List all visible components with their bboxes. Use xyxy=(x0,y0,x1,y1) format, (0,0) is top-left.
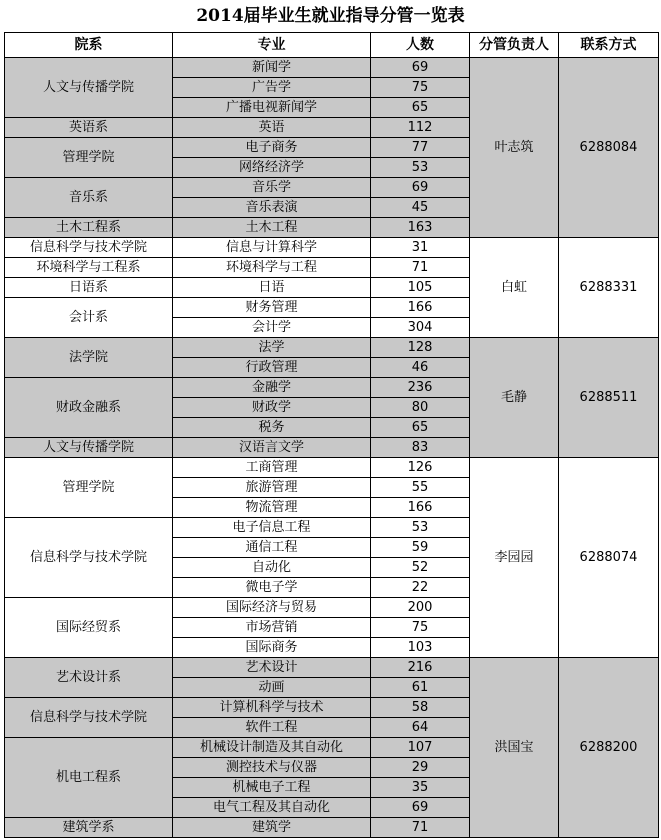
department-cell: 建筑学系 xyxy=(5,818,173,838)
department-cell: 英语系 xyxy=(5,118,173,138)
department-cell: 艺术设计系 xyxy=(5,658,173,698)
department-cell: 国际经贸系 xyxy=(5,598,173,658)
department-cell: 会计系 xyxy=(5,298,173,338)
count-cell: 304 xyxy=(371,318,470,338)
count-cell: 31 xyxy=(371,238,470,258)
major-cell: 通信工程 xyxy=(173,538,371,558)
count-cell: 75 xyxy=(371,78,470,98)
count-cell: 71 xyxy=(371,258,470,278)
assignment-table xyxy=(4,32,659,838)
table-row xyxy=(5,658,659,678)
major-cell: 音乐表演 xyxy=(173,198,371,218)
count-cell: 105 xyxy=(371,278,470,298)
count-cell: 163 xyxy=(371,218,470,238)
phone-cell: 6288084 xyxy=(559,58,659,238)
count-cell: 55 xyxy=(371,478,470,498)
major-cell: 广播电视新闻学 xyxy=(173,98,371,118)
major-cell: 土木工程 xyxy=(173,218,371,238)
header-phone: 联系方式 xyxy=(559,33,659,58)
major-cell: 汉语言文学 xyxy=(173,438,371,458)
count-cell: 83 xyxy=(371,438,470,458)
major-cell: 电子商务 xyxy=(173,138,371,158)
major-cell: 计算机科学与技术 xyxy=(173,698,371,718)
major-cell: 新闻学 xyxy=(173,58,371,78)
major-cell: 自动化 xyxy=(173,558,371,578)
major-cell: 电子信息工程 xyxy=(173,518,371,538)
department-cell: 信息科学与技术学院 xyxy=(5,698,173,738)
page-title: 2014届毕业生就业指导分管一览表 xyxy=(196,6,465,26)
major-cell: 日语 xyxy=(173,278,371,298)
department-cell: 环境科学与工程系 xyxy=(5,258,173,278)
count-cell: 58 xyxy=(371,698,470,718)
count-cell: 77 xyxy=(371,138,470,158)
major-cell: 英语 xyxy=(173,118,371,138)
count-cell: 112 xyxy=(371,118,470,138)
major-cell: 市场营销 xyxy=(173,618,371,638)
department-cell: 管理学院 xyxy=(5,458,173,518)
count-cell: 80 xyxy=(371,398,470,418)
major-cell: 税务 xyxy=(173,418,371,438)
department-cell: 人文与传播学院 xyxy=(5,58,173,118)
major-cell: 旅游管理 xyxy=(173,478,371,498)
major-cell: 艺术设计 xyxy=(173,658,371,678)
major-cell: 金融学 xyxy=(173,378,371,398)
count-cell: 166 xyxy=(371,298,470,318)
count-cell: 61 xyxy=(371,678,470,698)
major-cell: 动画 xyxy=(173,678,371,698)
table-body xyxy=(5,58,659,838)
major-cell: 音乐学 xyxy=(173,178,371,198)
count-cell: 71 xyxy=(371,818,470,838)
department-cell: 日语系 xyxy=(5,278,173,298)
department-cell: 管理学院 xyxy=(5,138,173,178)
phone-cell: 6288074 xyxy=(559,458,659,658)
department-cell: 财政金融系 xyxy=(5,378,173,438)
major-cell: 环境科学与工程 xyxy=(173,258,371,278)
count-cell: 45 xyxy=(371,198,470,218)
count-cell: 65 xyxy=(371,418,470,438)
department-cell: 信息科学与技术学院 xyxy=(5,238,173,258)
count-cell: 52 xyxy=(371,558,470,578)
count-cell: 69 xyxy=(371,798,470,818)
table-row xyxy=(5,58,659,78)
count-cell: 216 xyxy=(371,658,470,678)
major-cell: 测控技术与仪器 xyxy=(173,758,371,778)
phone-cell: 6288511 xyxy=(559,338,659,458)
manager-cell: 叶志筑 xyxy=(470,58,559,238)
count-cell: 103 xyxy=(371,638,470,658)
department-cell: 机电工程系 xyxy=(5,738,173,818)
major-cell: 财务管理 xyxy=(173,298,371,318)
major-cell: 财政学 xyxy=(173,398,371,418)
major-cell: 国际经济与贸易 xyxy=(173,598,371,618)
table-row xyxy=(5,338,659,358)
header-major: 专业 xyxy=(173,33,371,58)
header-manager: 分管负责人 xyxy=(470,33,559,58)
count-cell: 35 xyxy=(371,778,470,798)
major-cell: 广告学 xyxy=(173,78,371,98)
major-cell: 信息与计算科学 xyxy=(173,238,371,258)
phone-cell: 6288331 xyxy=(559,238,659,338)
header-department: 院系 xyxy=(5,33,173,58)
count-cell: 29 xyxy=(371,758,470,778)
department-cell: 音乐系 xyxy=(5,178,173,218)
count-cell: 126 xyxy=(371,458,470,478)
department-cell: 人文与传播学院 xyxy=(5,438,173,458)
count-cell: 46 xyxy=(371,358,470,378)
major-cell: 行政管理 xyxy=(173,358,371,378)
major-cell: 机械设计制造及其自动化 xyxy=(173,738,371,758)
count-cell: 166 xyxy=(371,498,470,518)
major-cell: 工商管理 xyxy=(173,458,371,478)
major-cell: 物流管理 xyxy=(173,498,371,518)
major-cell: 国际商务 xyxy=(173,638,371,658)
header-count: 人数 xyxy=(371,33,470,58)
count-cell: 236 xyxy=(371,378,470,398)
major-cell: 建筑学 xyxy=(173,818,371,838)
count-cell: 75 xyxy=(371,618,470,638)
count-cell: 69 xyxy=(371,58,470,78)
count-cell: 107 xyxy=(371,738,470,758)
count-cell: 128 xyxy=(371,338,470,358)
header-row xyxy=(5,33,659,58)
count-cell: 22 xyxy=(371,578,470,598)
count-cell: 64 xyxy=(371,718,470,738)
major-cell: 软件工程 xyxy=(173,718,371,738)
count-cell: 65 xyxy=(371,98,470,118)
count-cell: 59 xyxy=(371,538,470,558)
major-cell: 电气工程及其自动化 xyxy=(173,798,371,818)
count-cell: 200 xyxy=(371,598,470,618)
major-cell: 微电子学 xyxy=(173,578,371,598)
department-cell: 信息科学与技术学院 xyxy=(5,518,173,598)
major-cell: 会计学 xyxy=(173,318,371,338)
manager-cell: 李园园 xyxy=(470,458,559,658)
major-cell: 网络经济学 xyxy=(173,158,371,178)
table-row xyxy=(5,238,659,258)
manager-cell: 毛静 xyxy=(470,338,559,458)
phone-cell: 6288200 xyxy=(559,658,659,838)
count-cell: 53 xyxy=(371,518,470,538)
department-cell: 土木工程系 xyxy=(5,218,173,238)
count-cell: 53 xyxy=(371,158,470,178)
count-cell: 69 xyxy=(371,178,470,198)
manager-cell: 白虹 xyxy=(470,238,559,338)
major-cell: 法学 xyxy=(173,338,371,358)
manager-cell: 洪国宝 xyxy=(470,658,559,838)
major-cell: 机械电子工程 xyxy=(173,778,371,798)
table-row xyxy=(5,458,659,478)
department-cell: 法学院 xyxy=(5,338,173,378)
